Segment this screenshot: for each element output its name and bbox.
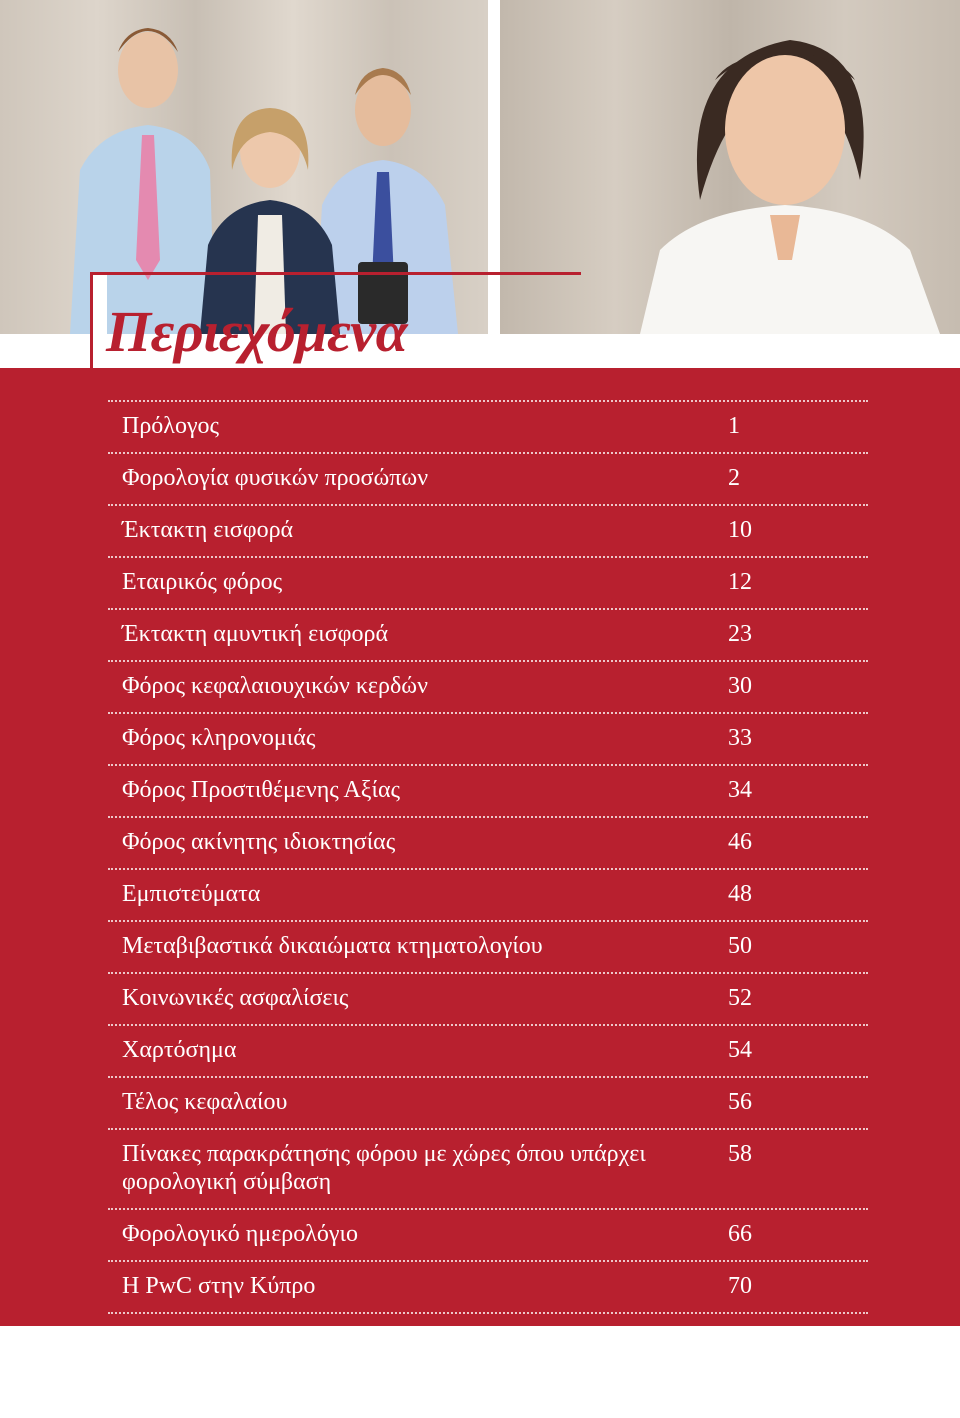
page-title: Περιεχόμενα xyxy=(106,299,408,364)
toc-entry-label: Η PwC στην Κύπρο xyxy=(122,1273,316,1299)
toc-entry[interactable] xyxy=(108,400,868,452)
toc-entry-page: 30 xyxy=(728,673,752,699)
toc-entry-page: 48 xyxy=(728,881,752,907)
toc-entry-page: 54 xyxy=(728,1037,752,1063)
toc-entry-page: 1 xyxy=(728,413,740,439)
toc-entry-page: 74 xyxy=(728,1325,752,1351)
toc-entry-page: 33 xyxy=(728,725,752,751)
toc-entry-label: Πίνακες παρακράτησης φόρου με χώρες όπου υπάρχει φορολογική σύμβαση xyxy=(122,1141,646,1195)
toc-entry-label: Φορολογία φυσικών προσώπων xyxy=(122,465,429,491)
toc-entry-label: Εμπιστεύματα xyxy=(122,881,261,907)
toc-entry-page: 50 xyxy=(728,933,752,959)
toc-entry[interactable] xyxy=(108,452,868,504)
toc-entry-page: 34 xyxy=(728,777,752,803)
toc-entry-page: 70 xyxy=(728,1273,752,1299)
toc-entry[interactable] xyxy=(108,920,868,972)
toc-entry-page: 46 xyxy=(728,829,752,855)
toc-entry[interactable] xyxy=(108,1024,868,1076)
toc-entry-label: Έκτακτη αμυντική εισφορά xyxy=(122,621,389,647)
toc-entry[interactable] xyxy=(108,1312,868,1364)
toc-entry-label: Οι σύνδεσμοι σας στην PwC xyxy=(122,1377,399,1403)
toc-entry[interactable] xyxy=(108,608,868,660)
toc-entry-label: Γραφεία PwC στην Κύπρο xyxy=(122,1325,380,1351)
toc-entry-label: Κοινωνικές ασφαλίσεις xyxy=(122,985,349,1011)
toc-entry-label: Έκτακτη εισφορά xyxy=(122,517,294,543)
toc-entry-page: 58 xyxy=(728,1141,752,1167)
toc-entry-label: Φόρος κληρονομιάς xyxy=(122,725,316,751)
toc-entry-label: Φορολογικό ημερολόγιο xyxy=(122,1221,358,1247)
table-of-contents xyxy=(108,400,868,1418)
toc-entry-page: 2 xyxy=(728,465,740,491)
toc-entry-label: Χαρτόσημα xyxy=(122,1037,237,1063)
toc-entry[interactable] xyxy=(108,504,868,556)
toc-entry-page: 66 xyxy=(728,1221,752,1247)
toc-entry-page: 12 xyxy=(728,569,752,595)
toc-entry-page: 76 xyxy=(728,1377,752,1403)
toc-entry-page: 23 xyxy=(728,621,752,647)
toc-entry-page: 52 xyxy=(728,985,752,1011)
toc-entry-label: Τέλος κεφαλαίου xyxy=(122,1089,288,1115)
toc-entry[interactable] xyxy=(108,764,868,816)
toc-entry[interactable] xyxy=(108,712,868,764)
toc-entry[interactable] xyxy=(108,972,868,1024)
toc-entry[interactable] xyxy=(108,1076,868,1128)
toc-entry-label: Πρόλογος xyxy=(122,413,220,439)
toc-entry[interactable] xyxy=(108,816,868,868)
toc-entry-page: 56 xyxy=(728,1089,752,1115)
toc-entry[interactable] xyxy=(108,1128,868,1208)
toc-entry[interactable] xyxy=(108,1364,868,1418)
toc-entry[interactable] xyxy=(108,1260,868,1312)
toc-entry-label: Εταιρικός φόρος xyxy=(122,569,283,595)
toc-entry-label: Φόρος Προστιθέμενης Αξίας xyxy=(122,777,401,803)
toc-entry[interactable] xyxy=(108,556,868,608)
title-backing xyxy=(93,275,107,368)
toc-entry[interactable] xyxy=(108,660,868,712)
toc-entry-label: Μεταβιβαστικά δικαιώματα κτηματολογίου xyxy=(122,933,543,959)
toc-entry-label: Φόρος κεφαλαιουχικών κερδών xyxy=(122,673,428,699)
toc-entry[interactable] xyxy=(108,868,868,920)
toc-entry-page: 10 xyxy=(728,517,752,543)
toc-entry-label: Φόρος ακίνητης ιδιοκτησίας xyxy=(122,829,396,855)
toc-entry[interactable] xyxy=(108,1208,868,1260)
